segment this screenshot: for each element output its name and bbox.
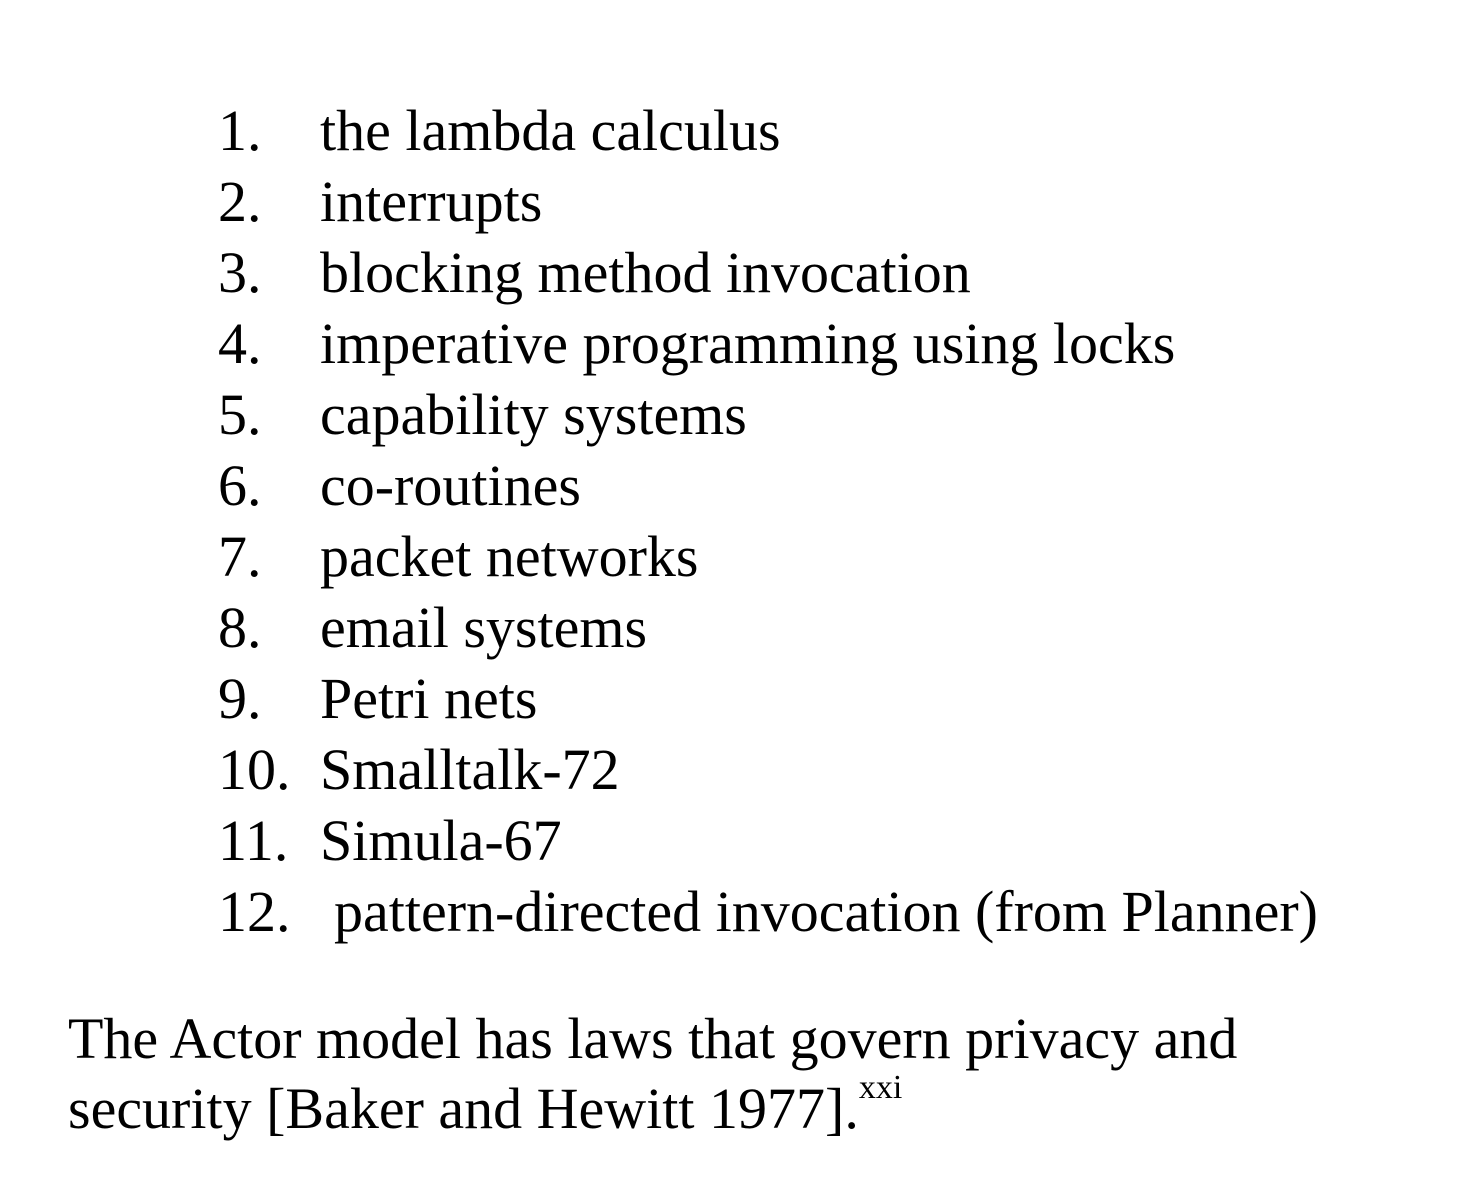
list-item-number: 10. [218,737,291,802]
list-item [218,597,1318,668]
list-item-text: blocking method invocation [320,240,971,305]
list-item [218,526,1318,597]
list-item-text: the lambda calculus [320,98,781,163]
list-item [218,242,1318,313]
list-item [218,668,1318,739]
list-item [218,171,1318,242]
list-item-number: 2. [218,169,262,234]
list-item-text: imperative programming using locks [320,311,1176,376]
list-item-number: 5. [218,382,262,447]
list-item [218,739,1318,810]
list-item-text: pattern-directed invocation (from Planner) [334,879,1318,944]
list-item [218,455,1318,526]
list-item-text: co-routines [320,453,581,518]
list-item [218,100,1318,171]
list-item-number: 4. [218,311,262,376]
list-item-text: email systems [320,595,648,660]
list-item-number: 9. [218,666,262,731]
list-item-number: 3. [218,240,262,305]
list-item [218,313,1318,384]
list-item-number: 12. [218,879,291,944]
list-item-text: packet networks [320,524,699,589]
list-item-text: Petri nets [320,666,538,731]
paragraph-line-1: The Actor model has laws that govern privacy and [68,1006,1238,1071]
body-paragraph [68,1004,1428,1153]
list-item-text: interrupts [320,169,543,234]
list-item [218,810,1318,881]
list-item-text: Smalltalk-72 [320,737,620,802]
paragraph-line-2: security [Baker and Hewitt 1977]. [68,1076,859,1141]
list-item [218,384,1318,455]
list-item-text: capability systems [320,382,747,447]
list-item [218,881,1318,952]
numbered-list [218,100,1318,952]
list-item-number: 1. [218,98,262,163]
list-item-text: Simula-67 [320,808,562,873]
list-item-number: 6. [218,453,262,518]
footnote-marker[interactable]: xxi [858,1069,903,1106]
list-item-number: 11. [218,808,289,873]
list-item-number: 7. [218,524,262,589]
list-item-number: 8. [218,595,262,660]
